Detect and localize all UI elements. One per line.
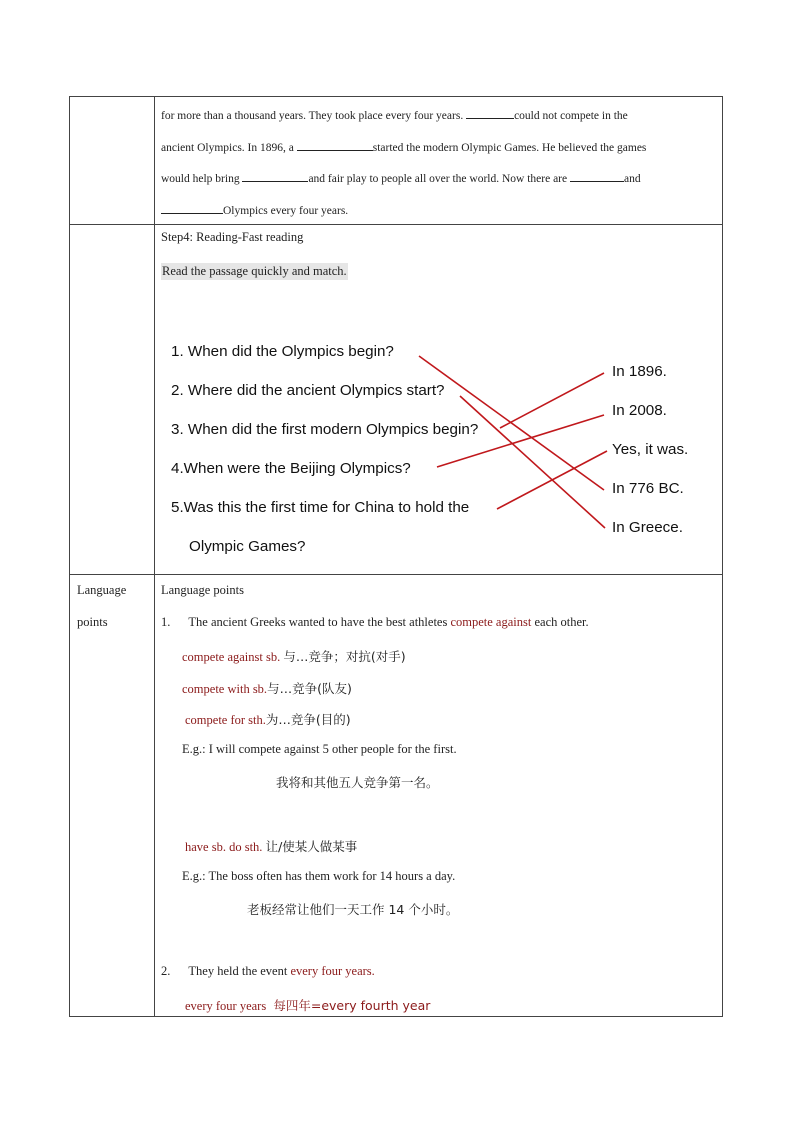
example-2: E.g.: The boss often has them work for 14 hours a day. bbox=[182, 869, 456, 883]
question-2: 2. Where did the ancient Olympics start? bbox=[171, 382, 445, 399]
passage-line-1: for more than a thousand years. They took place every four years. could not compete in the bbox=[161, 101, 717, 133]
match-line-q4 bbox=[437, 415, 604, 467]
passage-line-3: would help bring and fair play to people all over the world. Now there are and bbox=[161, 164, 717, 196]
answer-greece: In Greece. bbox=[612, 519, 683, 536]
passage-line-4: Olympics every four years. bbox=[161, 196, 717, 228]
question-3: 3. When did the first modern Olympics begin? bbox=[171, 421, 479, 438]
step4-instruction: Read the passage quickly and match. bbox=[162, 264, 347, 278]
phrase-every-four-years: every four years 每四年=every fourth year bbox=[185, 998, 431, 1013]
lesson-table bbox=[69, 96, 723, 1017]
language-points-heading: Language points bbox=[161, 583, 244, 597]
answer-1896: In 1896. bbox=[612, 363, 667, 380]
example-1: E.g.: I will compete against 5 other people for the first. bbox=[182, 742, 457, 756]
question-5: 5.Was this the first time for China to hold the bbox=[171, 499, 470, 516]
question-5-cont: Olympic Games? bbox=[189, 538, 306, 555]
step4-title: Step4: Reading-Fast reading bbox=[161, 230, 304, 244]
answer-2008: In 2008. bbox=[612, 402, 667, 419]
phrase-compete-against: compete against sb. 与…竞争；对抗(对手) bbox=[182, 649, 406, 664]
phrase-have-sb-do-sth: have sb. do sth. 让/使某人做某事 bbox=[185, 839, 358, 854]
point-2: 2. They held the event every four years. bbox=[161, 964, 375, 978]
answer-776bc: In 776 BC. bbox=[612, 480, 684, 497]
left-label-language: Language bbox=[77, 583, 127, 597]
example-2-translation: 老板经常让他们一天工作 14 个小时。 bbox=[247, 902, 459, 917]
phrase-compete-for: compete for sth.为…竞争(目的) bbox=[185, 712, 351, 727]
example-1-translation: 我将和其他五人竞争第一名。 bbox=[276, 775, 439, 790]
passage-line-2: ancient Olympics. In 1896, a started the modern Olympic Games. He believed the games bbox=[161, 133, 717, 165]
question-1: 1. When did the Olympics begin? bbox=[171, 343, 394, 360]
left-label-points: points bbox=[77, 615, 108, 629]
question-4: 4.When were the Beijing Olympics? bbox=[171, 460, 411, 477]
phrase-compete-with: compete with sb.与…竞争(队友) bbox=[182, 681, 352, 696]
match-line-q2 bbox=[460, 396, 605, 528]
answer-yes: Yes, it was. bbox=[612, 441, 689, 458]
point-1: 1. The ancient Greeks wanted to have the best athletes compete against each other. bbox=[161, 615, 589, 629]
